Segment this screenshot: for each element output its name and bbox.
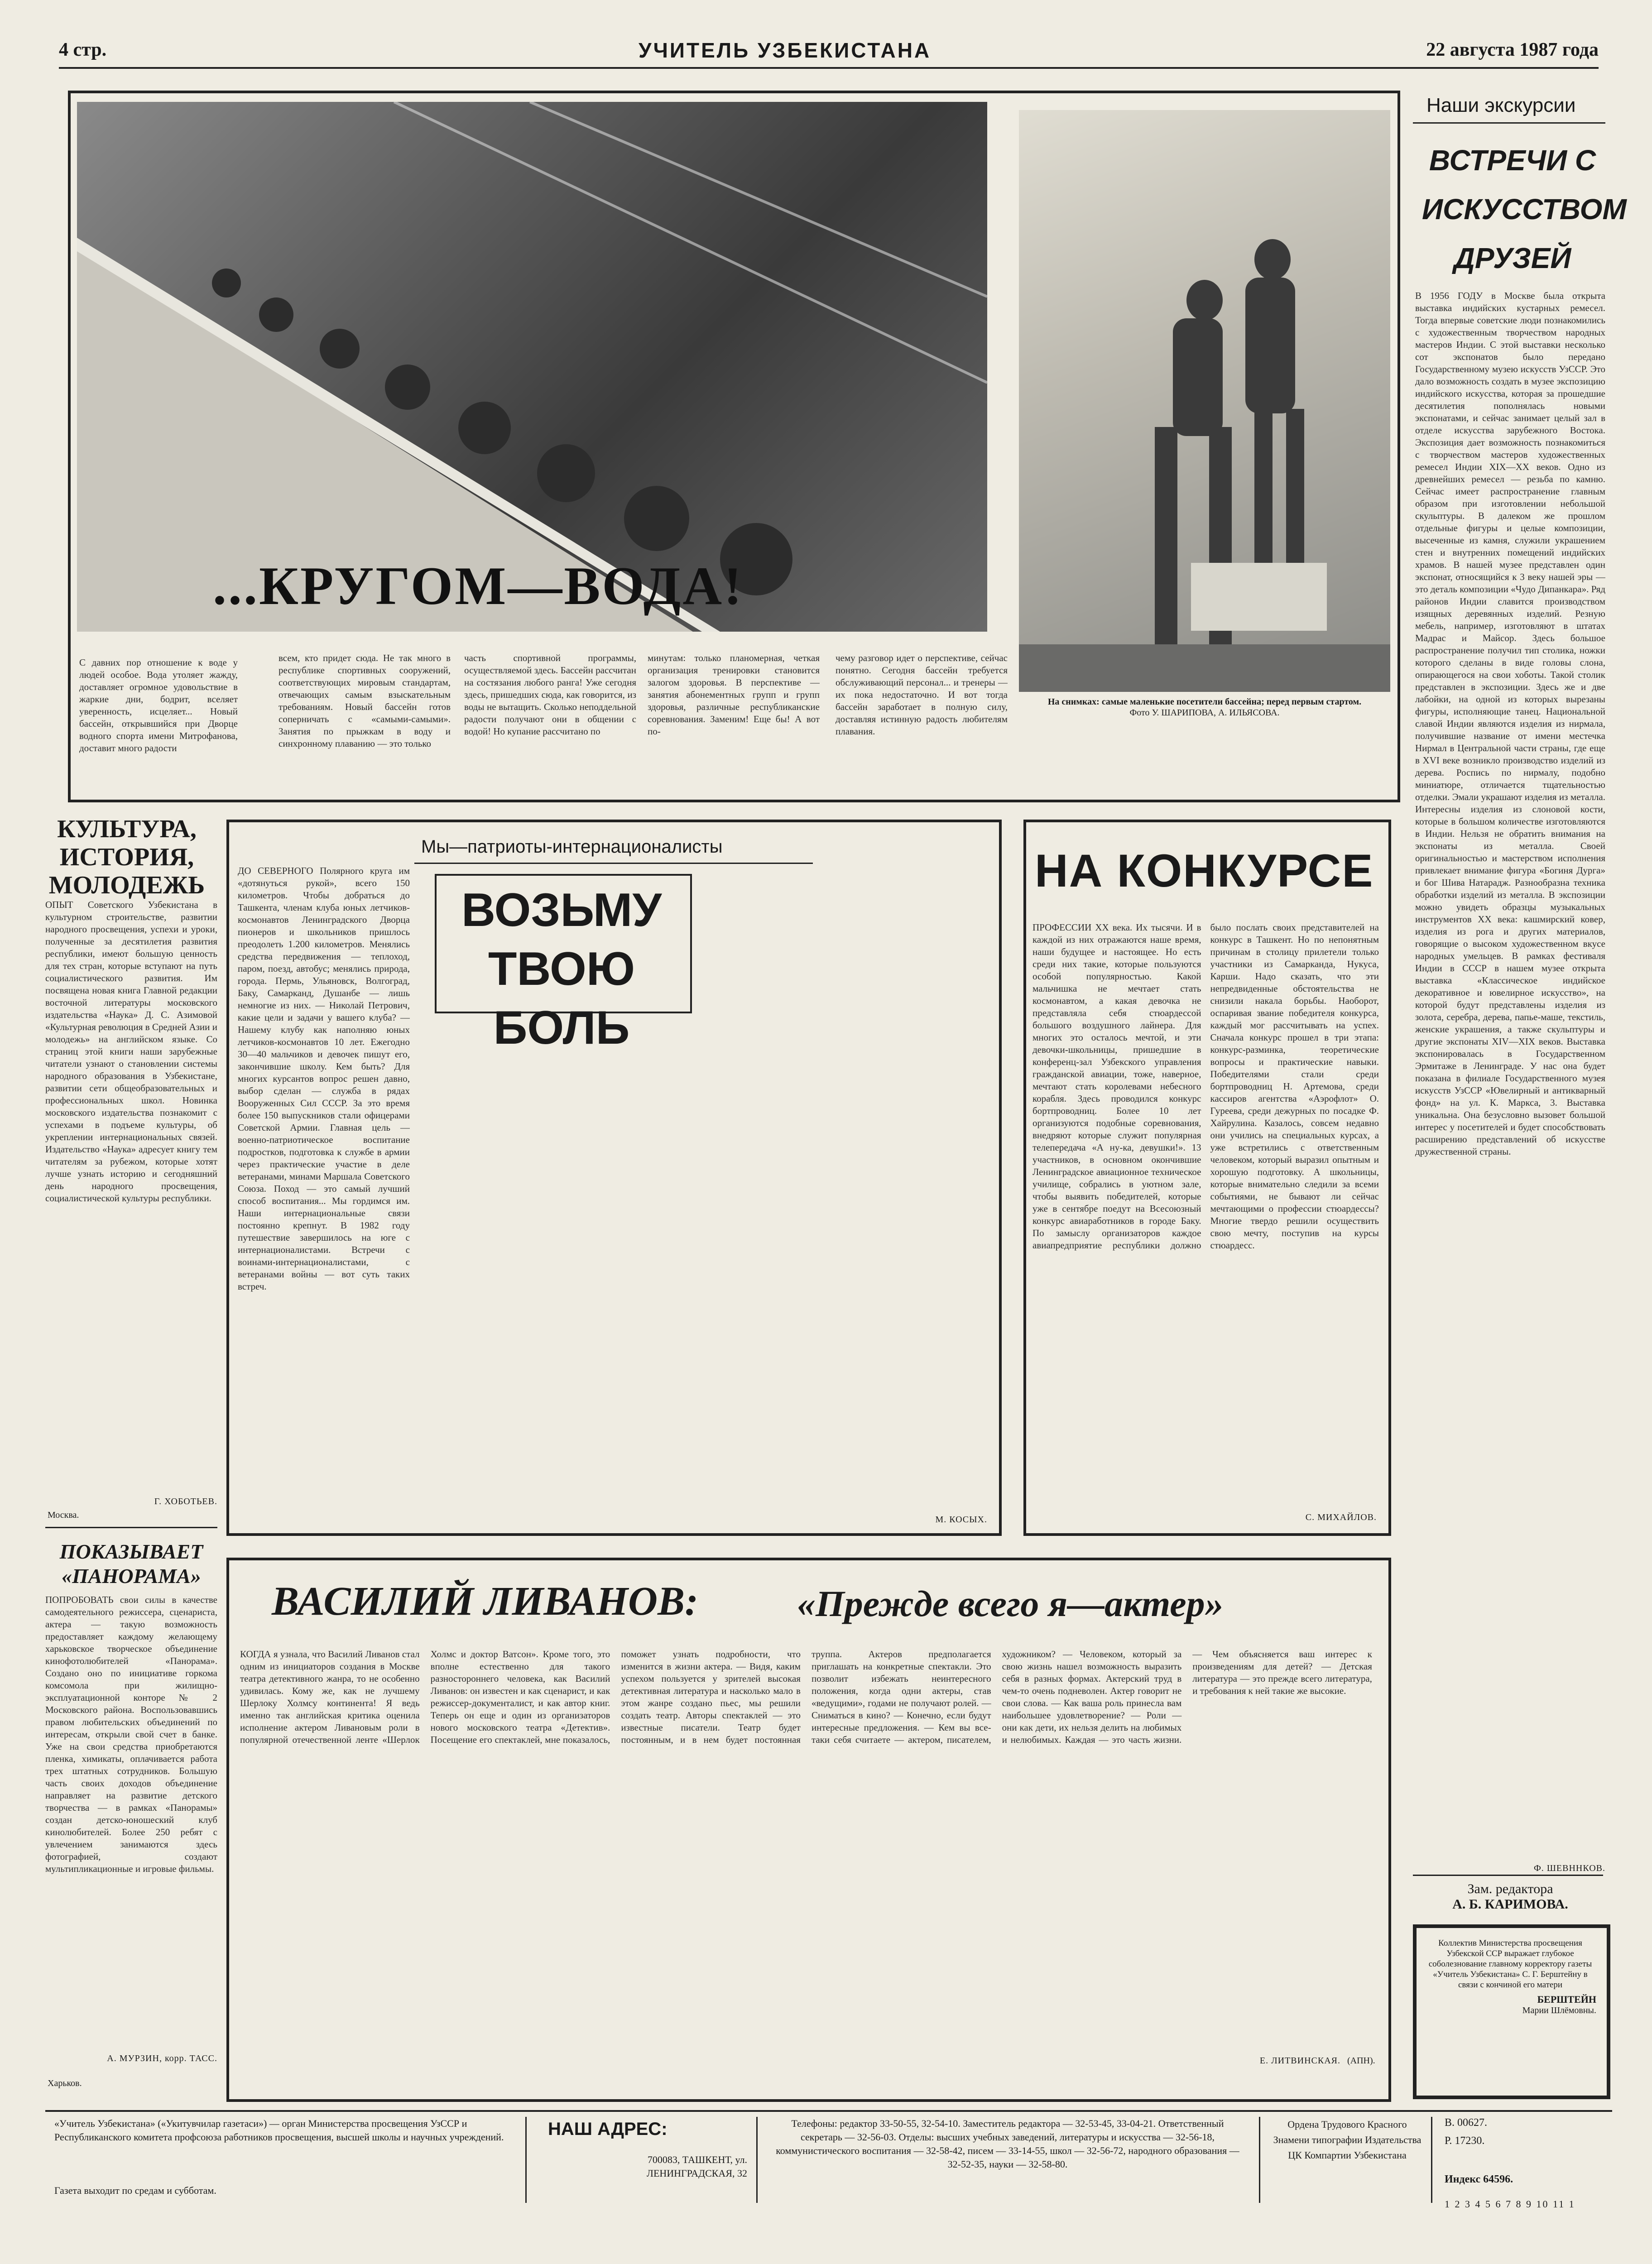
footer-schedule: Газета выходит по средам и субботам.	[54, 2185, 216, 2196]
footer-rule	[45, 2110, 1612, 2112]
kultura-place: Москва.	[48, 1510, 79, 1520]
panorama-rule	[45, 1527, 217, 1528]
address-text: 700083, ТАШКЕНТ, ул. ЛЕНИНГРАДСКАЯ, 32	[647, 2154, 747, 2179]
pool-image	[77, 102, 987, 632]
footer-code-1: В. 00627.	[1445, 2117, 1488, 2129]
footer-divider-3	[1259, 2117, 1260, 2203]
diving-start-photo	[1019, 110, 1390, 692]
footer-printing: Ордена Трудового Красного Знамени типографии Издательства ЦК Компартии Узбекистана	[1273, 2119, 1421, 2161]
editor-title: Зам. редактора	[1467, 1881, 1553, 1896]
editor-name: А. Б. КАРИМОВА.	[1452, 1897, 1568, 1912]
condolence-surname: БЕРШТЕЙН	[1537, 1994, 1596, 2005]
livanov-agency: (АПН).	[1347, 2056, 1375, 2066]
address-title: НАШ АДРЕС:	[548, 2119, 668, 2139]
panorama-author: А. МУРЗИН, корр. ТАСС.	[107, 2053, 217, 2063]
vozmu-author: М. КОСЫХ.	[935, 1515, 987, 1525]
excursions-body: В 1956 ГОДУ в Москве была открыта выставка индийских кустарных ремесел. Тогда впервые советские люди познакомились с художественным творчеством народных мастеров Индии. С этой выставки несколько сот экспонатов было передано Государственному музею искусств УзССР. Это дало возможность создать в музее экспозицию индийского искусства, которая за прошедшие десятилетия пополнялась новыми экспонатами, и сейчас занимает целый зал в отделе искусства зарубежного Востока. Экспозиция дает возможность познакомиться с творчеством мастеров художественных ремесел Индии XIX—XX веков. Одно из древнейших ремесел — резьба по камню. Сейчас имеет распространение главным образом при изготовлении небольшой скульптуры. В далеком же прошлом отдельные фигуры и целые композиции, высеченные из камня, служили украшением стен и внутренних помещений индийских храмов. В нашей музее представлен один экспонат, относящийся к 3 веку нашей эры — это деталь композиции «Чудо Дипанкара». Ряд районов Индии славится производством изящных деревянных изделий. Резную мебель, например, изготовляют в штатах Мадрас и Майсор. Здесь большое распространение получил тип столика, ножки которого сделаны в виде головы слона, опирающегося на свои хоботы. Такой столик представлен в экспозиции. Здесь же и две лабойки, на одной из которых вырезаны фигуры, исполняющие танец. Национальной славой Индии являются изделия из нирмала, получившие название от имени местечка Нирмал в Центральной части страны, где еще в XVI веке возникло производство изделий из дерева. Роспись по нирмалу, подобно миниатюре, отличается тщательностью отделки. Эмали украшают изделия из металла. Интересны изделия из слоновой кости, которые в большом количестве изготовляются в Индии. Нельзя не обратить внимания на экспонаты из металла. Своей оригинальностью и мастерством исполнения привлекает внимание фигура «Богиня Дурга» и бог Шива Натарадж. Разнообразна техника обработки изделий из металла. В экспозиции можно увидеть образцы музыкальных инструментов XX века: кашмирский ковер, изделия из рога и других материалов, говорящие о высоком художественном вкусе народных умельцев. В рамках фестиваля Индии в СССР в нашем музее открыта выставка «Классическое индийское декоративное и ювелирное искусство», на которой будут представлены изделия из золота, серебра, дерева, папье-маше, текстиль, женские украшения, а также скульптуры и другие экспонаты XIV—XIX веков. Выставка экспонировалась в Государственном Эрмитаже в Ленинграде. У нас она будет показана в филиале Государственного музея искусств УзССР «Ювелирный и антикварный фонд» на ул. К. Маркса, 3. Выставка уникальна. Она безусловно вызовет большой интерес у посетителей и будет способствовать расширению представлений об искусстве дружественной страны.	[1415, 290, 1605, 1157]
photo-caption	[1046, 696, 1363, 718]
footer-index: Индекс 64596.	[1445, 2173, 1513, 2185]
konkurs-author: С. МИХАЙЛОВ.	[1305, 1512, 1377, 1522]
photo-credit: Фото У. ШАРИПОВА, А. ИЛЬЯСОВА.	[1129, 708, 1280, 718]
footer-code-2: Р. 17230.	[1445, 2135, 1485, 2147]
feature-col-3: часть спортивной программы, осуществляемой здесь. Бассейн рассчитан на состязания любого ранга! Уже сегодня здесь, пришедших сюда, как говорится, из воды не вытащить. Сколько неподдельной радости получают они в общении с водой! Но купание рассчитано по	[464, 652, 636, 737]
konkurs-title: НА КОНКУРСЕ	[1035, 845, 1374, 897]
excursions-title: ВСТРЕЧИ С ИСКУССТВОМ ДРУЗЕЙ	[1422, 144, 1627, 274]
condolence-box	[1424, 1938, 1596, 2016]
kultura-title: КУЛЬТУРА, ИСТОРИЯ, МОЛОДЕЖЬ	[48, 815, 205, 899]
vozmu-rubric-rule	[414, 863, 813, 864]
pool-photo-children	[77, 102, 987, 632]
feature-col-1: С давних пор отношение к воде у людей особое. Вода утоляет жажду, доставляет огромное удовольствие в жаркие дни, бодрит, вселяет уверенность, исцеляет... Новый бассейн, открывшийся при Дворце водного спорта имени Митрофанова, доставит много радости	[79, 657, 238, 753]
footer-publisher: «Учитель Узбекистана» («Укитувчилар газетаси») — орган Министерства просвещения УзССР и Республиканского комитета профсоюза работников просвещения, высшей школы и научных учреждений.	[54, 2118, 504, 2143]
feature-col-2: всем, кто придет сюда. Не так много в республике спортивных сооружений, соответствующих мировым стандартам, отвечающих самым взыскательным требованиям. Новый бассейн готов соперничать с «самыми-самыми». Занятия по прыжкам в воду и синхронному плаванию — это только	[279, 652, 451, 749]
footer	[45, 2117, 1612, 2253]
footer-divider-1	[525, 2117, 527, 2203]
vozmu-title: ВОЗЬМУ ТВОЮ БОЛЬ	[461, 884, 662, 1054]
feature-col-5: чему разговор идет о перспективе, сейчас понятно. Сегодня бассейн требуется обслуживающий персонал... и тренеры — их пока недостаточно. И вот тогда бассейн заработает в полную силу, доставляя истинную радость любителям плавания.	[836, 652, 1008, 737]
editor-rule	[1413, 1875, 1603, 1876]
vozmu-rubric: Мы—патриоты-интернационалисты	[421, 837, 723, 857]
condolence-fullname: Марии Шлёмовны.	[1522, 2005, 1596, 2015]
konkurs-body: ПРОФЕССИИ XX века. Их тысячи. И в каждой из них отражаются наше время, наши будущее и настоящее. Но есть среди них такие, которые пользуются особой популярностью. Какой мальчишка не мечтает стать космонавтом, а какая девочка не представляла себя стюардессой большого воздушного лайнера. Для многих это осталось мечтой, и эти девочки-школьницы, пришедшие в конференц-зал Узбекского управления гражданской авиации, тоже, наверное, мечтают стать королевами небесного корабля. Здесь проводился конкурс бортпроводниц. Более 10 лет организуются подобные соревнования, внедряют которые служит популярная телепередача «А ну-ка, девушки!». 13 участников, в основном окончившие Ленинградское авиационное техническое училище, собрались в уютном зале, чтобы выявить победителей, которые уже в сентябре поедут на Всесоюзный конкурс авиаработников в городе Баку. По замыслу организаторов каждое авиапредприятие республики должно было послать своих представителей на конкурс в Ташкент. Но по непонятным причинам в столицу прилетели только участники из Самарканда, Нукуса, Карши. Надо сказать, что эти непредвиденные обстоятельства не снизили накала борьбы. Наоборот, оспаривая звание победителя конкурса, каждый мог рассчитывать на успех. Сначала конкурс прошел в три этапа: конкурс-разминка, теоретические вопросы и практические навыки. Победителями стали среди бортпроводниц Н. Артемова, среди кассиров агентства «Аэрофлот» О. Гуреева, среди дежурных по посадке Ф. Хайрулина. Казалось, совсем недавно они учились на специальных курсах, а уже встретились с ответственным человеком, который выразил опытным и хорошую подготовку. А школьницы, которые внимательно следили за всеми событиями, не бывают ли сейчас мечтающими о профессии стюардессы? Многие твердо решили осуществить свою мечту, поступив на курсы стюардесс.	[1032, 922, 1379, 1251]
livanov-name: ВАСИЛИЙ ЛИВАНОВ:	[272, 1579, 699, 1624]
panorama-title: ПОКАЗЫВАЕТ «ПАНОРАМА»	[59, 1540, 203, 1588]
caption-text: На снимках: самые маленькие посетители бассейна; перед первым стартом.	[1047, 697, 1362, 707]
page-header	[59, 35, 1599, 69]
page-number: 4 стр.	[59, 39, 107, 60]
rubric-rule	[1413, 122, 1605, 124]
livanov-quote: «Прежде всего я—актер»	[797, 1583, 1224, 1624]
newspaper-name: УЧИТЕЛЬ УЗБЕКИСТАНА	[639, 38, 932, 62]
footer-numbers: 1 2 3 4 5 6 7 8 9 10 11 1	[1445, 2198, 1575, 2210]
issue-date: 22 августа 1987 года	[1426, 39, 1599, 60]
livanov-author: Е. ЛИТВИНСКАЯ.	[1259, 2056, 1340, 2066]
feature-headline: ...КРУГОМ—ВОДА!	[213, 556, 744, 616]
panorama-place: Харьков.	[48, 2078, 82, 2088]
vozmu-body: ДО СЕВЕРНОГО Полярного круга им «дотянуться рукой», всего 150 километров. Чтобы добраться до Ташкента, членам клуба юных летчиков-космонавтов Ленинградского Дворца пионеров и школьников пришлось преодолеть 1.200 километров. Менялись средства передвижения — теплоход, паром, поезд, автобус; менялись природа, города. Пермь, Ульяновск, Волгоград, Баку, Самарканд, Душанбе — лишь немногие из них. — Николай Петрович, какие цели и задачи у вашего клуба? — Нашему клубу как наполняю юных летчиков-космонавтов 10 лет. Ежегодно 30—40 мальчиков и девочек пишут его, закончившие школу. Кем быть? Для многих курсантов вопрос решен давно, выбор сделан — служба в рядах Вооруженных Сил СССР. За это время более 150 выпускников стали офицерами Советской Армии. Главная цель — военно-патриотическое воспитание подростков, подготовка к службе в армии через практические участие в деле ветеранами, минами Маршала Советского Союза. Поход — это самый лучший способ воспитания... Мы гордимся им. Наши интернациональные связи постоянно крепнут. В 1982 году путешествие завершилось на юге с интернационалистами. Встречи с воинами-интернационалистами, с ветеранами войны — вот суть таких встреч.	[238, 865, 410, 1292]
excursions-author: Ф. ШЕВННКОВ.	[1533, 1863, 1605, 1873]
footer-phones: Телефоны: редактор 33-50-55, 32-54-10. Заместитель редактора — 32-53-45, 33-04-21. Ответственный секретарь — 32-56-03. Отделы: высших учебных заведений, литературы и искусства — 32-56-18, коммунистического воспитания — 32-58-42, писем — 33-14-55, школ — 32-56-72, народного образования — 32-52-35, науки — 32-58-80.	[776, 2118, 1239, 2170]
kultura-author: Г. ХОБОТЬЕВ.	[154, 1497, 217, 1506]
editor-block	[1415, 1881, 1605, 1912]
excursions-rubric: Наши экскурсии	[1426, 94, 1576, 116]
panorama-body: ПОПРОБОВАТЬ свои силы в качестве самодеятельного режиссера, сценариста, актера — такую возможность предоставляет каждому желающему харьковское творческое объединение кинофотолюбителей «Панорама». Создано оно по инициативе горкома комсомола при жилищно-эксплуатационной конторе № 2 Московского района. Воспользовавшись правом любительских объединений по интересам, открыли свой счет в банке. Уже на свои средства приобретаются пленка, химикаты, оплачивается работа трех штатных сотрудников. Большую часть своих доходов объединение направляет на развитие детского творчества — в рамках «Панорамы» создан детско-юношеский клуб кинолюбителей. Более 250 ребят с увлечением занимаются здесь фотографией, создают мультипликационные и игровые фильмы.	[45, 1594, 217, 1874]
footer-divider-4	[1431, 2117, 1432, 2203]
swimmers-figure	[1019, 110, 1390, 692]
condolence-text: Коллектив Министерства просвещения Узбекской ССР выражает глубокое соболезнование главному корректору газеты «Учитель Узбекистана» С. Г. Берштейну в связи с кончиной его матери	[1428, 1938, 1592, 1990]
feature-col-4: минутам: только планомерная, четкая организация тренировки становится залогом здоровья. В перспективе — занятия абонементных групп и групп здоровья, различные республиканские соревнования. Заменим! Еще бы! А вот по-	[648, 652, 820, 737]
footer-divider-2	[756, 2117, 758, 2203]
kultura-body: ОПЫТ Советского Узбекистана в культурном строительстве, развитии народного просвещения, успехи и уроки, полученные за десятилетия развития республики, имеют большую ценность для тех стран, которые вступают на путь социалистического развития. Им посвящена новая книга Главной редакции восточной литературы московского издательства «Наука» Д. С. Азимовой «Культурная революция в Средней Азии и молодежь» на английском языке. Со страниц этой книги наши зарубежные читатели узнают о становлении системы народного образования в Узбекистане, развитии сети общеобразовательных и профессиональных школ. Новинка московского издательства познакомит с успехами в подъеме культуры, об укреплении интернациональных связей. Издательство «Наука» адресует книгу тем читателям за рубежом, которые хотят лучше узнать историю и сегодняшний день народного просвещения, социалистической культуры республики.	[45, 899, 217, 1204]
livanov-body: КОГДА я узнала, что Василий Ливанов стал одним из инициаторов создания в Москве театра детективного жанра, то не особенно удивилась. Кому же, как не лучшему Шерлоку Холмсу континента! Я ведь именно так английская критика оценила исполнение актером Ливановым роли в популярной отечественной ленте «Шерлок Холмс и доктор Ватсон». Кроме того, это вполне естественно для такого разностороннего человека, как Василий Ливанов: он известен и как сценарист, и как режиссер-документалист, и как автор книг. Теперь он еще и один из организаторов нового московского театра «Детектив». Посещение его спектаклей, мне показалось, поможет узнать подробности, что изменится в жизни актера. — Видя, каким успехом пользуется у зрителей высокая детективная литература и насколько мало в этом жанре создано пьес, мы решили создать театр. Авторы спектаклей — это известные писатели. Театр будет постоянным, и в нем будет постоянная труппа. Актеров предполагается приглашать на конкретные спектакли. Это позволит избежать неинтересного положения, когда одни актеры, став «ведущими», годами не получают ролей. — Сниматься в кино? — Конечно, если будут интересные предложения. — Кем вы все-таки себя считаете — актером, писателем, художником? — Человеком, который за свою жизнь нашел возможность выразить себя в разных формах. Актерский труд в чем-то очень подневолен. Актер говорит не свои слова. — Как ваша роль принесла вам наибольшее удовлетворение? — Роли — они как дети, их нельзя делить на любимых и нелюбимых. Каждая — это часть жизни. — Чем объясняется ваш интерес к произведениям для детей? — Детская литература — это прежде всего литература, и требования к ней такие же высокие.	[240, 1649, 1372, 1745]
